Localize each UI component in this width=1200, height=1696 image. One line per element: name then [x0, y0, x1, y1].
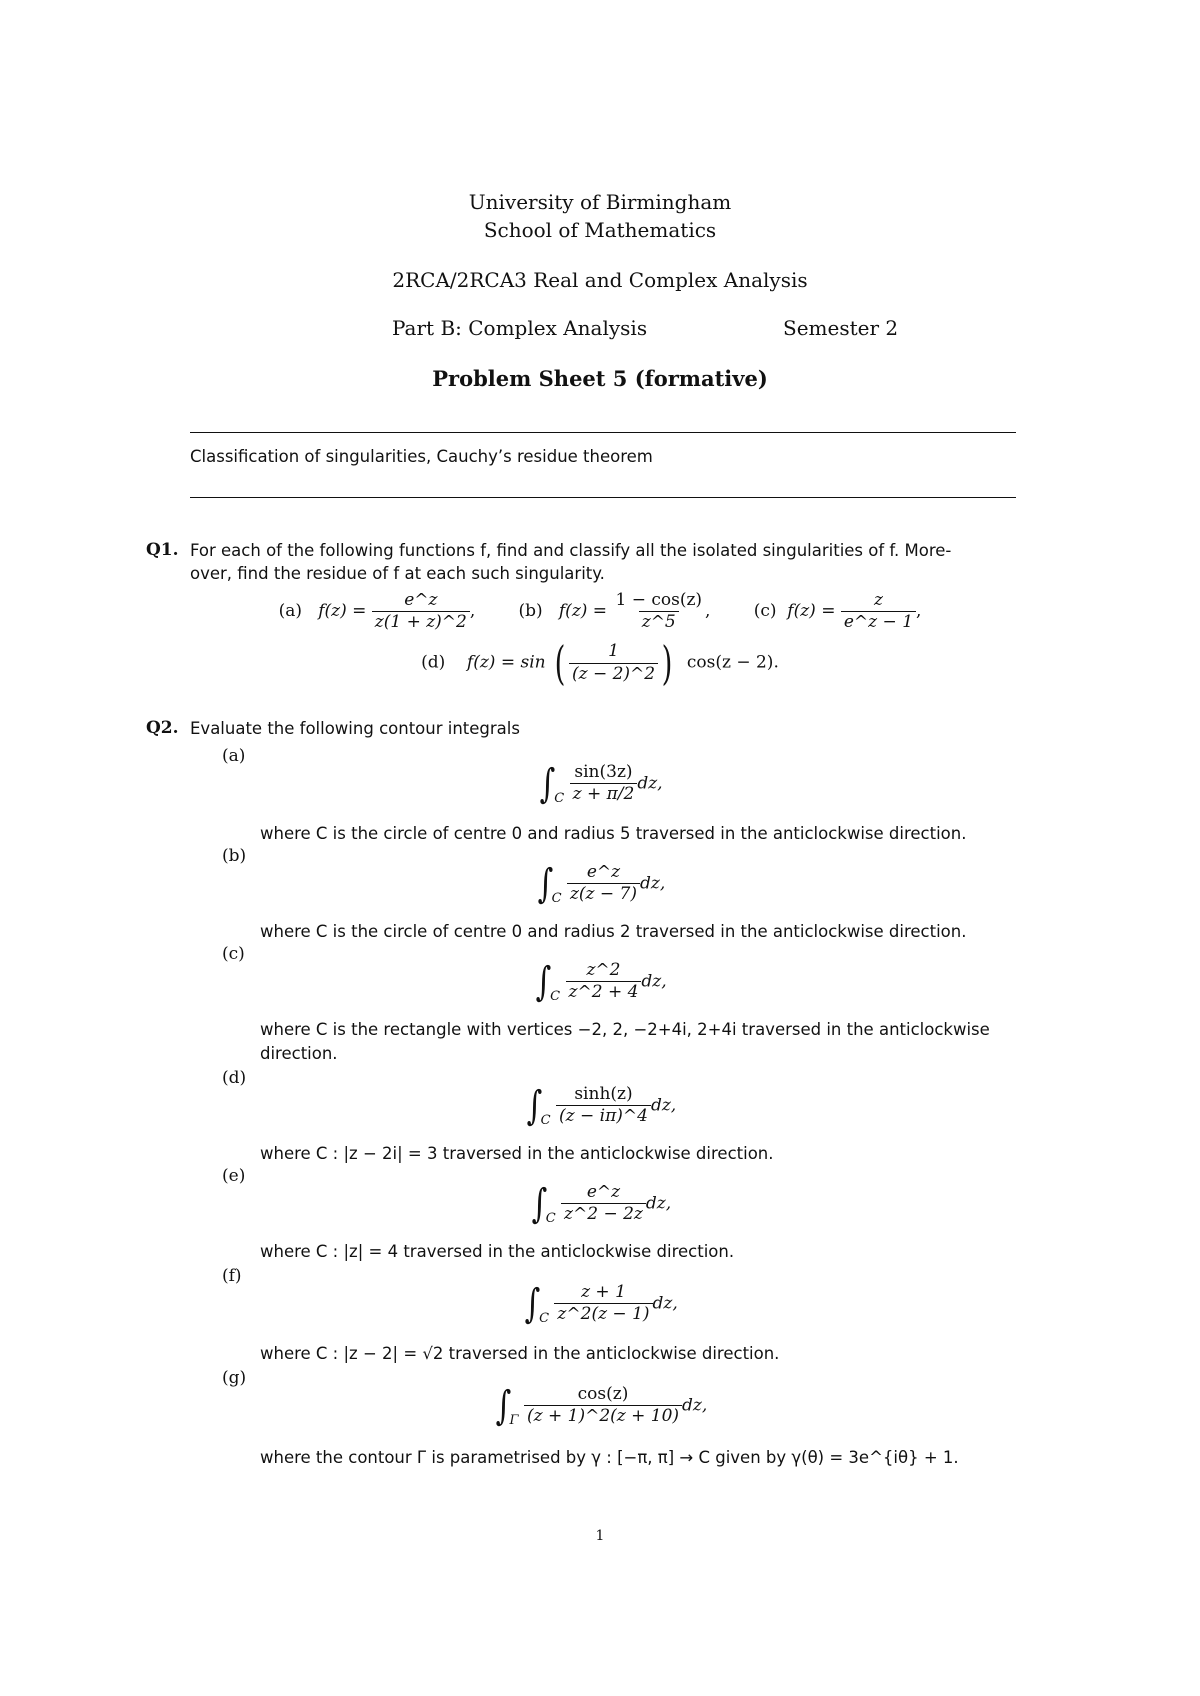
q2-d-label: (d) [222, 1068, 247, 1088]
right-paren: ) [661, 636, 673, 690]
q1-d-tail: cos(z − 2). [686, 652, 779, 673]
q1-a-fraction: $\frac{e\^{}z}{z(1 + z)\^{}2}$ [372, 590, 470, 634]
q2-b-desc: where C is the circle of centre 0 and radius 2 traversed in the anticlockwise direction. [260, 922, 967, 941]
q2-d-integral: $\int_C$ $\frac{\sinh(z)}{(z - i\pi)\^{}4}$ dz, [526, 1082, 677, 1129]
q1-c-lhs: f(z) = [787, 601, 836, 622]
course-title: 2RCA/2RCA3 Real and Complex Analysis [392, 268, 808, 292]
q2-f-desc: where C : |z − 2| = √2 traversed in the anticlockwise direction. [260, 1344, 780, 1363]
q1-a-label: (a) [278, 601, 302, 622]
integral-sign: ∫ [526, 1082, 543, 1129]
q2-c-integral: $\int_C$ $\frac{z\^{}2}{z\^{}2 + 4}$ dz, [535, 958, 667, 1005]
q2-text: Evaluate the following contour integrals [190, 719, 520, 738]
school-name: School of Mathematics [483, 218, 717, 242]
q2-a-desc: where C is the circle of centre 0 and radius 5 traversed in the anticlockwise direction. [260, 824, 967, 843]
bottom-rule [190, 497, 1016, 498]
integral-sign: ∫ [531, 1180, 548, 1227]
q1-row-d [0, 636, 1200, 690]
q1-c-label: (c) [753, 601, 777, 622]
integral-sign: ∫ [540, 760, 556, 807]
q2-label: Q2. [146, 718, 179, 738]
q2-c-desc2: direction. [260, 1044, 338, 1063]
q2-f-integral: $\int_C$ $\frac{z + 1}{z\^{}2(z - 1)}$ dz, [524, 1280, 678, 1327]
q2-e-integral: $\int_C$ $\frac{e\^{}z}{z\^{}2 - 2z}$ dz, [531, 1180, 672, 1227]
q2-g-integral: $\int_\Gamma$ $\frac{\cos(z)}{(z + 1)\^{}2(z + 10)}$ dz, [495, 1382, 708, 1429]
integral-sign: ∫ [537, 860, 553, 907]
top-rule [190, 432, 1016, 433]
topic-line: Classification of singularities, Cauchy’s residue theorem [190, 447, 653, 466]
q2-c-fraction: $\frac{z\^{}2}{z\^{}2 + 4}$ [566, 960, 642, 1004]
q1-text-line2: over, find the residue of f at each such singularity. [190, 564, 605, 583]
q2-f-label: (f) [222, 1266, 242, 1286]
q2-e-fraction: $\frac{e\^{}z}{z\^{}2 - 2z}$ [561, 1182, 646, 1226]
left-paren: ( [554, 636, 566, 690]
q1-b-lhs: f(z) = [558, 601, 608, 622]
part-label: Part B: Complex Analysis [392, 316, 648, 340]
q2-g-fraction: $\frac{\cos(z)}{(z + 1)\^{}2(z + 10)}$ [524, 1384, 682, 1428]
q1-b-fraction: $\frac{1 - \cos(z)}{z\^{}5}$ [615, 590, 703, 633]
q2-c-label: (c) [222, 944, 245, 964]
q2-e-label: (e) [222, 1166, 246, 1186]
q2-d-fraction: $\frac{\sinh(z)}{(z - i\pi)\^{}4}$ [556, 1084, 651, 1128]
sheet-title: Problem Sheet 5 (formative) [432, 366, 768, 391]
q1-row-abc [0, 590, 1200, 634]
q1-d-lhs: f(z) = sin [466, 652, 546, 673]
q2-b-integral: $\int_C$ $\frac{e\^{}z}{z(z - 7)}$ dz, [537, 860, 666, 907]
q2-b-label: (b) [222, 846, 247, 866]
q1-label: Q1. [146, 540, 179, 560]
q2-c-desc: where C is the rectangle with vertices −2, 2, −2+4i, 2+4i traversed in the anticlockwise [260, 1020, 990, 1039]
q2-g-label: (g) [222, 1368, 247, 1388]
q1-text-line1: For each of the following functions f, find and classify all the isolated singularities of f. More- [190, 541, 952, 560]
integral-sign: ∫ [535, 958, 552, 1005]
integral-sign: ∫ [524, 1280, 541, 1327]
q2-g-desc: where the contour Γ is parametrised by γ : [−π, π] → C given by γ(θ) = 3e^{iθ} + 1. [260, 1448, 959, 1467]
q1-a: (a) f(z) = $\frac{e\^{}z}{z(1 + z)\^{}2}$ , [278, 590, 476, 633]
q1-c-fraction: $\frac{z}{e\^{}z - 1}$ [841, 590, 916, 634]
q1-d-fraction: $\frac{1}{(z - 2)\^{}2}$ [569, 641, 658, 685]
page-number: 1 [595, 1528, 605, 1544]
q1-b-label: (b) [518, 601, 543, 622]
q2-a-fraction: $\frac{\sin(3z)}{z + \pi/2}$ [570, 762, 638, 806]
university-name: University of Birmingham [468, 190, 732, 214]
q2-d-desc: where C : |z − 2i| = 3 traversed in the anticlockwise direction. [260, 1144, 774, 1163]
q1-b: (b) f(z) = $\frac{1 - \cos(z)}{z\^{}5}$ , [518, 590, 711, 633]
q2-e-desc: where C : |z| = 4 traversed in the anticlockwise direction. [260, 1242, 735, 1261]
q1-c: (c) f(z) = $\frac{z}{e\^{}z - 1}$ , [753, 590, 922, 633]
q2-a-label: (a) [222, 746, 246, 766]
q1-d-label: (d) [421, 652, 446, 673]
q2-a-integral: $\int_C$ $\frac{\sin(3z)}{z + \pi/2}$ dz, [540, 760, 663, 807]
q2-f-fraction: $\frac{z + 1}{z\^{}2(z - 1)}$ [554, 1282, 652, 1326]
q2-b-fraction: $\frac{e\^{}z}{z(z - 7)}$ [567, 862, 640, 906]
q1-a-lhs: f(z) = [318, 601, 367, 622]
integral-sign: ∫ [495, 1382, 511, 1429]
semester-label: Semester 2 [783, 316, 899, 340]
